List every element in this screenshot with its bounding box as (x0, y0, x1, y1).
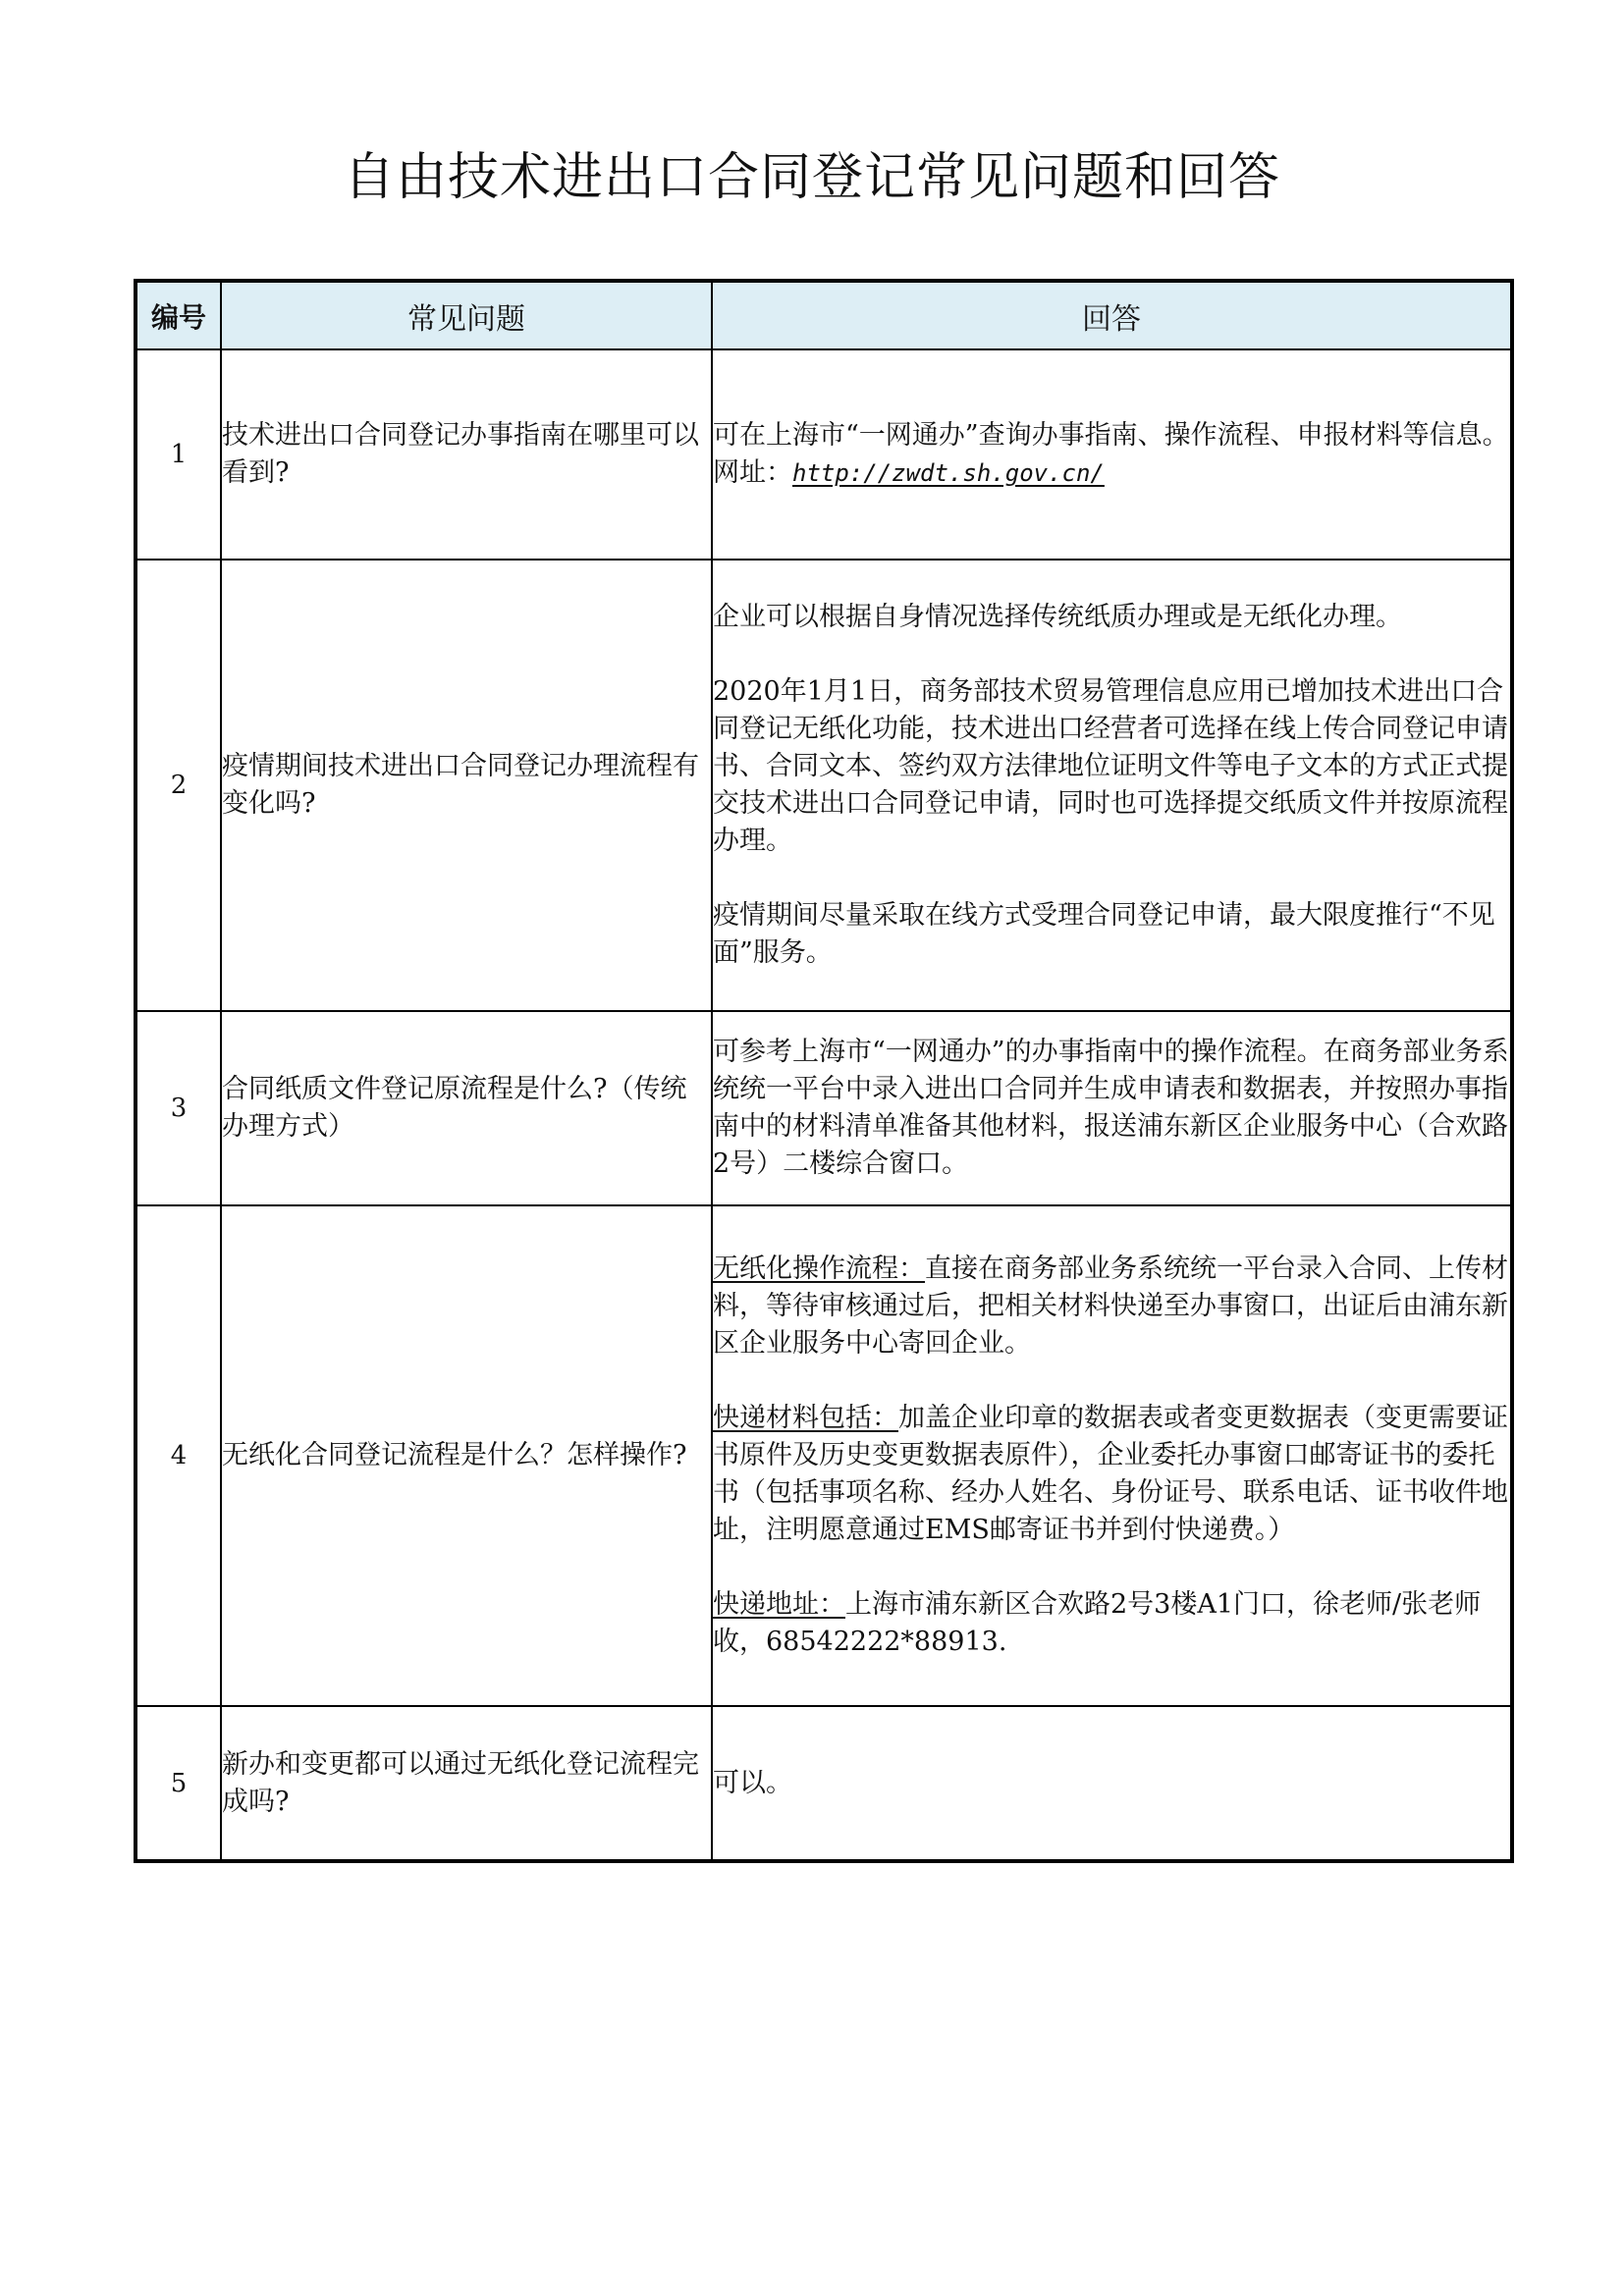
question-cell: 新办和变更都可以通过无纸化登记流程完成吗? (221, 1706, 712, 1861)
table-row (135, 1706, 1512, 1861)
header-answer: 回答 (712, 281, 1512, 349)
courier-materials-text: 加盖企业印章的数据表或者变更数据表（变更需要证书原件及历史变更数据表原件），企业委托办事窗口邮寄证书的委托书（包括事项名称、经办人姓名、身份证号、联系电话、证书收件地址，注明愿意通过EMS邮寄证书并到付快递费。） (713, 1403, 1508, 1545)
question-cell: 合同纸质文件登记原流程是什么?（传统办理方式） (221, 1011, 712, 1205)
answer-paragraph: 企业可以根据自身情况选择传统纸质办理或是无纸化办理。 (713, 602, 1402, 632)
row-number: 2 (135, 560, 221, 1011)
answer-paragraph: 可参考上海市“一网通办”的办事指南中的操作流程。在商务部业务系统统一平台中录入进出口合同并生成申请表和数据表，并按照办事指南中的材料清单准备其他材料，报送浦东新区企业服务中心（合欢路2号）二楼综合窗口。 (713, 1037, 1509, 1179)
question-cell: 技术进出口合同登记办事指南在哪里可以看到? (221, 349, 712, 560)
paperless-process-label: 无纸化操作流程： (713, 1254, 925, 1284)
answer-cell (712, 1011, 1512, 1205)
answer-paragraph: 可以。 (713, 1767, 792, 1798)
answer-paragraph: 可在上海市“一网通办”查询办事指南、操作流程、申报材料等信息。 (713, 420, 1509, 451)
row-number: 4 (135, 1205, 221, 1706)
table-row (135, 560, 1512, 1011)
answer-cell (712, 560, 1512, 1011)
row-number: 3 (135, 1011, 221, 1205)
answer-paragraph (713, 1400, 1510, 1549)
page-title: 自由技术进出口合同登记常见问题和回答 (343, 148, 1280, 207)
answer-url-line (713, 454, 1510, 492)
faq-table (134, 279, 1514, 1863)
table-row (135, 349, 1512, 560)
answer-cell (712, 1205, 1512, 1706)
header-question: 常见问题 (221, 281, 712, 349)
question-cell: 疫情期间技术进出口合同登记办理流程有变化吗? (221, 560, 712, 1011)
url-label: 网址： (713, 457, 792, 488)
answer-paragraph: 2020年1月1日，商务部技术贸易管理信息应用已增加技术进出口合同登记无纸化功能，技术进出口经营者可选择在线上传合同登记申请书、合同文本、签约双方法律地位证明文件等电子文本的方式正式提交技术进出口合同登记申请，同时也可选择提交纸质文件并按原流程办理。 (713, 676, 1508, 856)
table-row (135, 1011, 1512, 1205)
courier-address-label: 快递地址： (713, 1589, 845, 1620)
courier-address-text: 上海市浦东新区合欢路2号3楼A1门口，徐老师/张老师收，68542222*88913. (713, 1589, 1482, 1657)
answer-cell (712, 349, 1512, 560)
paperless-process-text: 直接在商务部业务系统统一平台录入合同、上传材料，等待审核通过后，把相关材料快递至办事窗口，出证后由浦东新区企业服务中心寄回企业。 (713, 1254, 1508, 1359)
answer-paragraph: 疫情期间尽量采取在线方式受理合同登记申请，最大限度推行“不见面”服务。 (713, 900, 1495, 968)
table-row (135, 1205, 1512, 1706)
table-header-row (135, 281, 1512, 349)
header-number: 编号 (135, 281, 221, 349)
answer-paragraph (713, 1586, 1510, 1661)
answer-paragraph (713, 1251, 1510, 1362)
question-cell: 无纸化合同登记流程是什么？怎样操作? (221, 1205, 712, 1706)
courier-materials-label: 快递材料包括： (713, 1403, 898, 1433)
website-link[interactable]: http://zwdt.sh.gov.cn/ (792, 459, 1105, 487)
row-number: 1 (135, 349, 221, 560)
answer-cell (712, 1706, 1512, 1861)
row-number: 5 (135, 1706, 221, 1861)
